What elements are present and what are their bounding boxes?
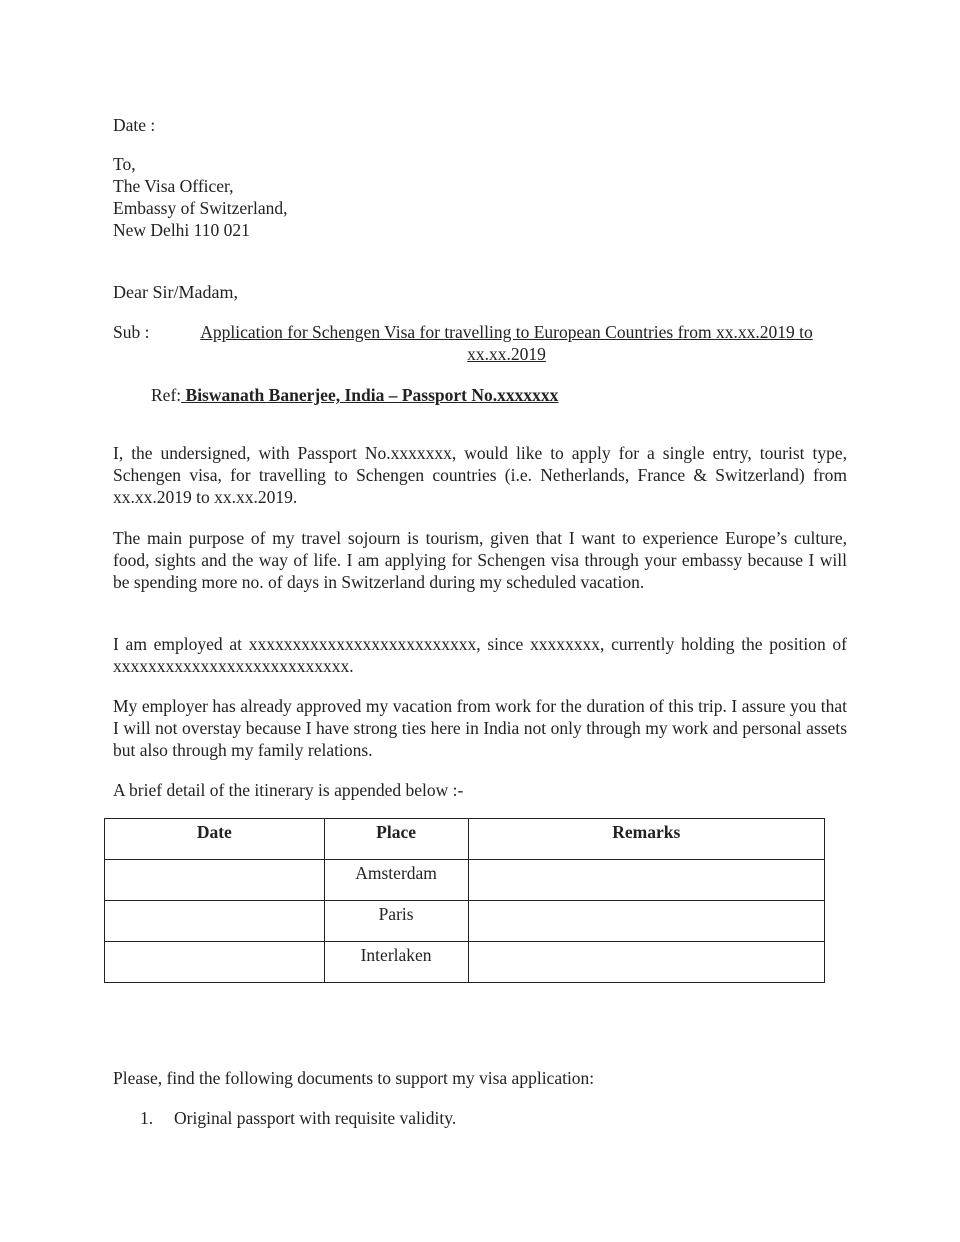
itinerary-table [104, 818, 825, 983]
date-line: Date : [113, 115, 156, 135]
table-row [105, 901, 825, 942]
documents-intro: Please, find the following documents to support my visa application: [113, 1068, 595, 1088]
subject-text: Application for Schengen Visa for travelling to European Countries from xx.xx.2019 to xx.xx.2019 [200, 322, 813, 364]
address-line: Embassy of Switzerland, [113, 198, 288, 218]
reference-value: Biswanath Banerjee, India – Passport No.xxxxxxx [181, 385, 559, 405]
table-row [105, 860, 825, 901]
subject-label: Sub : [113, 322, 150, 342]
itinerary-intro: A brief detail of the itinerary is appended below :- [113, 780, 464, 800]
table-header-row [105, 819, 825, 860]
address-line: To, [113, 154, 136, 174]
reference-line [151, 384, 751, 406]
salutation: Dear Sir/Madam, [113, 282, 238, 302]
remarks-cell [468, 860, 824, 901]
body-paragraph-2: The main purpose of my travel sojourn is tourism, given that I want to experience Europe’s culture, food, sights and the way of life. I am applying for Schengen visa through your embassy because I will be spending more no. of days in Switzerland during my scheduled vacation. [113, 528, 847, 592]
list-item-number: 1. [140, 1108, 154, 1128]
address-line: The Visa Officer, [113, 176, 234, 196]
column-header-remarks: Remarks [468, 819, 824, 860]
column-header-place: Place [324, 819, 468, 860]
address-line: New Delhi 110 021 [113, 220, 250, 240]
body-paragraph-4: My employer has already approved my vacation from work for the duration of this trip. I assure you that I will not overstay because I have strong ties here in India not only through my work and personal assets but also through my family relations. [113, 696, 847, 760]
place-cell: Paris [324, 901, 468, 942]
body-paragraph-3: I am employed at xxxxxxxxxxxxxxxxxxxxxxxxxx, since xxxxxxxx, currently holding the position of xxxxxxxxxxxxxxxxxxxxxxxxxxx. [113, 634, 847, 676]
recipient-address [113, 153, 847, 241]
reference-label: Ref: [151, 385, 182, 405]
list-item-text: Original passport with requisite validity. [174, 1108, 457, 1128]
body-paragraph-1: I, the undersigned, with Passport No.xxxxxxx, would like to apply for a single entry, tourist type, Schengen visa, for travelling to Schengen countries (i.e. Netherlands, France & Switzerland) from xx.xx.2019 to xx.xx.2019. [113, 443, 847, 507]
list-item [140, 1107, 840, 1129]
column-header-date: Date [105, 819, 325, 860]
place-cell: Amsterdam [324, 860, 468, 901]
date-cell [105, 901, 325, 942]
date-cell [105, 860, 325, 901]
date-cell [105, 942, 325, 983]
place-cell: Interlaken [324, 942, 468, 983]
remarks-cell [468, 901, 824, 942]
documents-list [140, 1107, 840, 1129]
remarks-cell [468, 942, 824, 983]
table-row [105, 942, 825, 983]
